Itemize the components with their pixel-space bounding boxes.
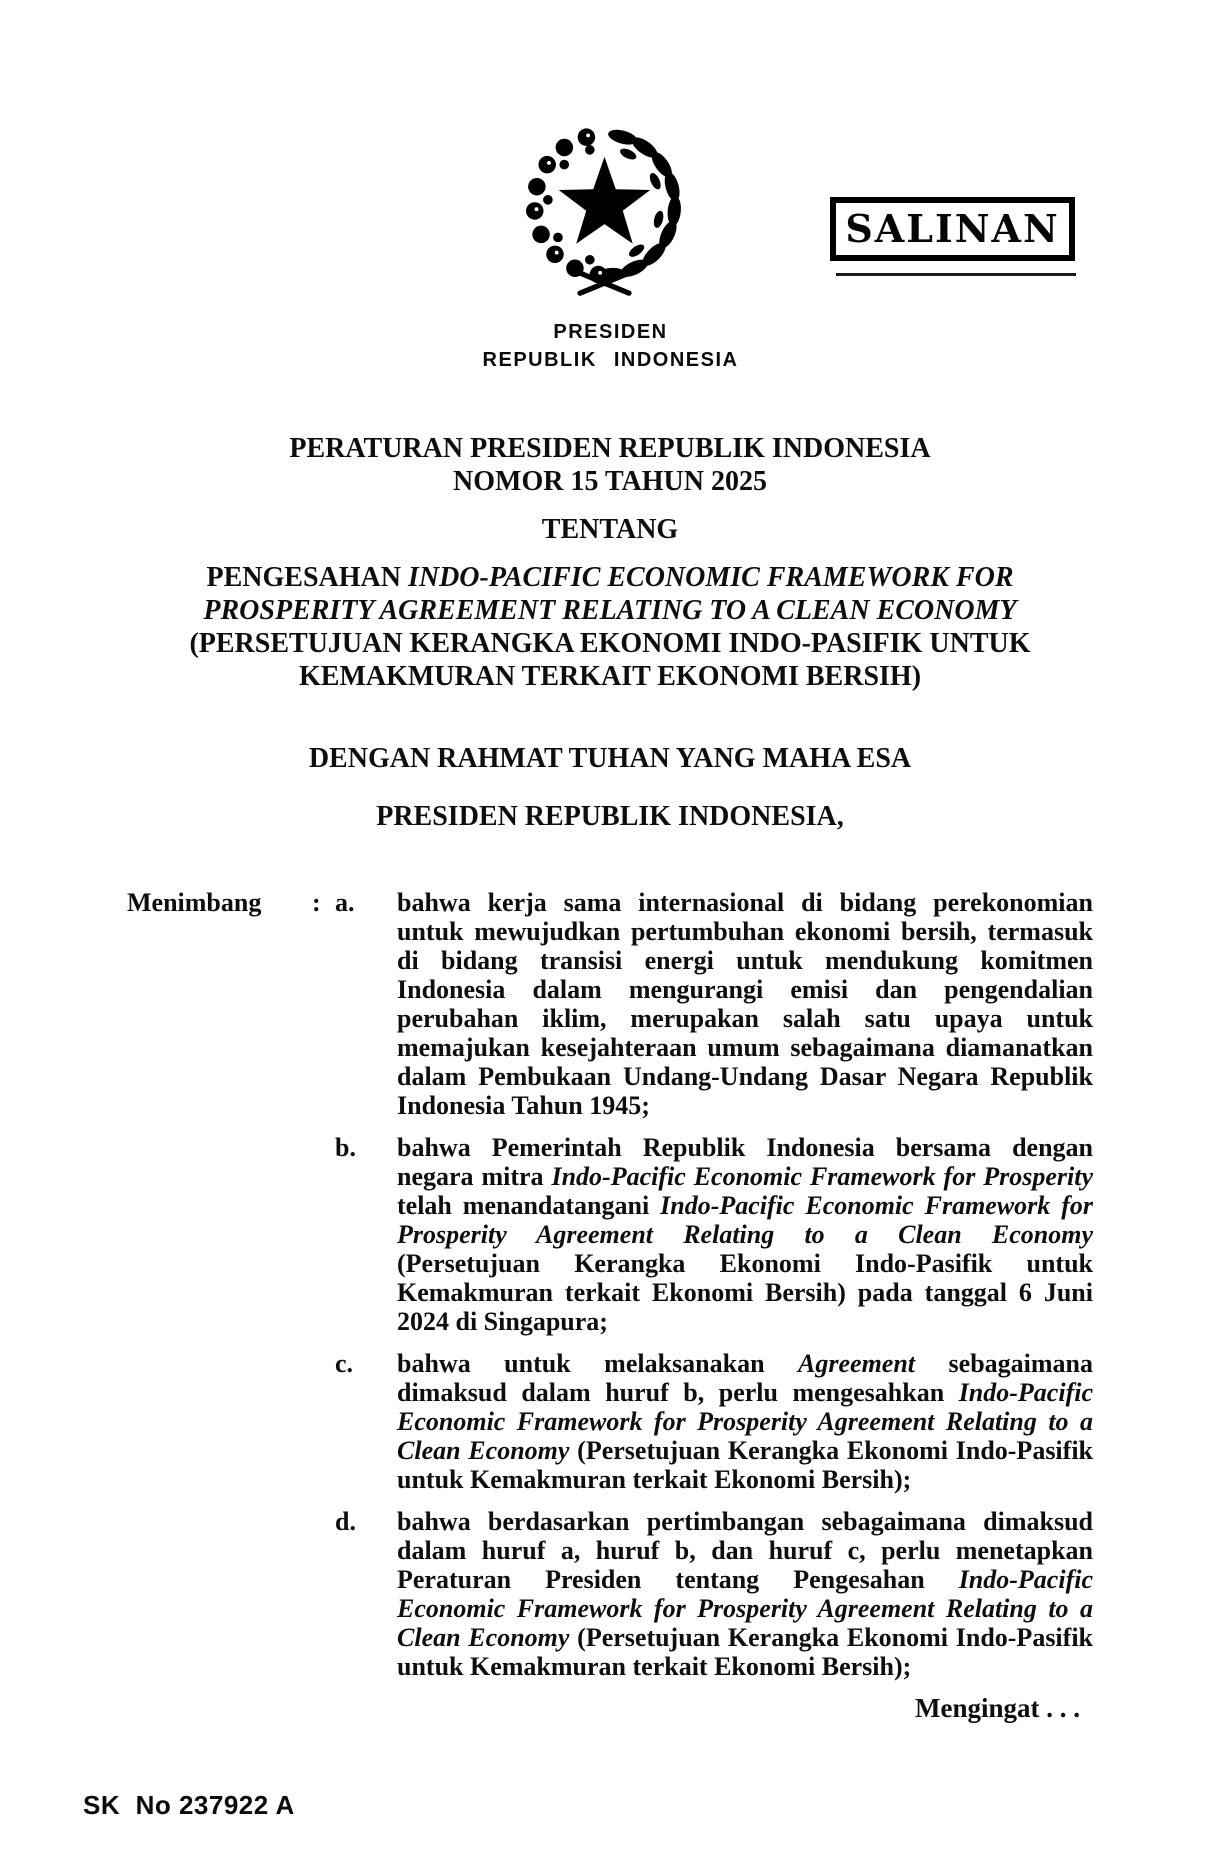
considering-colon: : xyxy=(312,888,321,917)
catchword-mengingat: Mengingat . . . xyxy=(915,1693,1080,1723)
regulation-number-line: NOMOR 15 TAHUN 2025 xyxy=(453,466,767,497)
letterhead-republik-indonesia: REPUBLIK INDONESIA xyxy=(482,349,739,371)
sk-number: SK No 237922 A xyxy=(83,1790,295,1820)
letterhead xyxy=(0,318,1221,374)
stamp-underline-rule xyxy=(836,273,1076,276)
considering-section xyxy=(127,888,1093,1681)
invocation-line: DENGAN RAHMAT TUHAN YANG MAHA ESA xyxy=(308,743,912,774)
considering-item-d xyxy=(329,1507,1093,1681)
considering-items xyxy=(329,888,1093,1681)
regulation-subject: PENGESAHAN INDO-PACIFIC ECONOMIC FRAMEWORK FOR PROSPERITY AGREEMENT RELATING TO A CLEAN ECONOMY (PERSETUJUAN KERANGKA EKONOMI INDO-PASIFIK UNTUK KEMAKMURAN TERKAIT EKONOMI BERSIH) xyxy=(189,562,1031,692)
item-text: bahwa kerja sama internasional di bidang perekonomian untuk mewujudkan pertumbuhan ekonomi bersih, termasuk di bidang transisi energi untuk mendukung komitmen Indonesia dalam mengurangi emisi dan pengendalian perubahan iklim, merupakan salah satu upaya untuk memajukan kesejahteraan umum sebagaimana diamanatkan dalam Pembukaan Undang-Undang Dasar Negara Republik Indonesia Tahun 1945; xyxy=(397,888,1093,1120)
item-letter: a. xyxy=(335,888,355,917)
document-body xyxy=(127,432,1093,1681)
item-text: bahwa untuk melaksanakan Agreement sebagaimana dimaksud dalam huruf b, perlu mengesahkan Indo-Pacific Economic Framework for Prosperity Agreement Relating to a Clean Economy (Persetujuan Kerangka Ekonomi Indo-Pasifik untuk Kemakmuran terkait Ekonomi Bersih); xyxy=(397,1349,1094,1494)
salinan-stamp: SALINAN xyxy=(830,197,1075,261)
considering-item-c xyxy=(329,1349,1093,1494)
letterhead-presiden: PRESIDEN xyxy=(553,321,668,343)
item-letter: d. xyxy=(335,1507,356,1536)
presidential-seal-icon xyxy=(517,108,692,306)
item-letter: c. xyxy=(335,1349,354,1378)
considering-item-b xyxy=(329,1133,1093,1336)
tentang-label: TENTANG xyxy=(541,514,679,545)
issuer-line: PRESIDEN REPUBLIK INDONESIA, xyxy=(376,801,844,832)
item-text: bahwa Pemerintah Republik Indonesia bersama dengan negara mitra Indo-Pacific Economic Framework for Prosperity telah menandatangani Indo-Pacific Economic Framework for Prosperity Agreement Relating to a Clean Economy (Persetujuan Kerangka Ekonomi Indo-Pasifik untuk Kemakmuran terkait Ekonomi Bersih) pada tanggal 6 Juni 2024 di Singapura; xyxy=(397,1133,1094,1336)
regulation-title-line1: PERATURAN PRESIDEN REPUBLIK INDONESIA xyxy=(289,433,931,464)
considering-label: Menimbang xyxy=(127,888,262,917)
item-text: bahwa berdasarkan pertimbangan sebagaimana dimaksud dalam huruf a, huruf b, dan huruf c, perlu menetapkan Peraturan Presiden tentang Pengesahan Indo-Pacific Economic Framework for Prosperity Agreement Relating to a Clean Economy (Persetujuan Kerangka Ekonomi Indo-Pasifik untuk Kemakmuran terkait Ekonomi Bersih); xyxy=(397,1507,1094,1681)
item-letter: b. xyxy=(335,1133,356,1162)
considering-item-a xyxy=(329,888,1093,1120)
